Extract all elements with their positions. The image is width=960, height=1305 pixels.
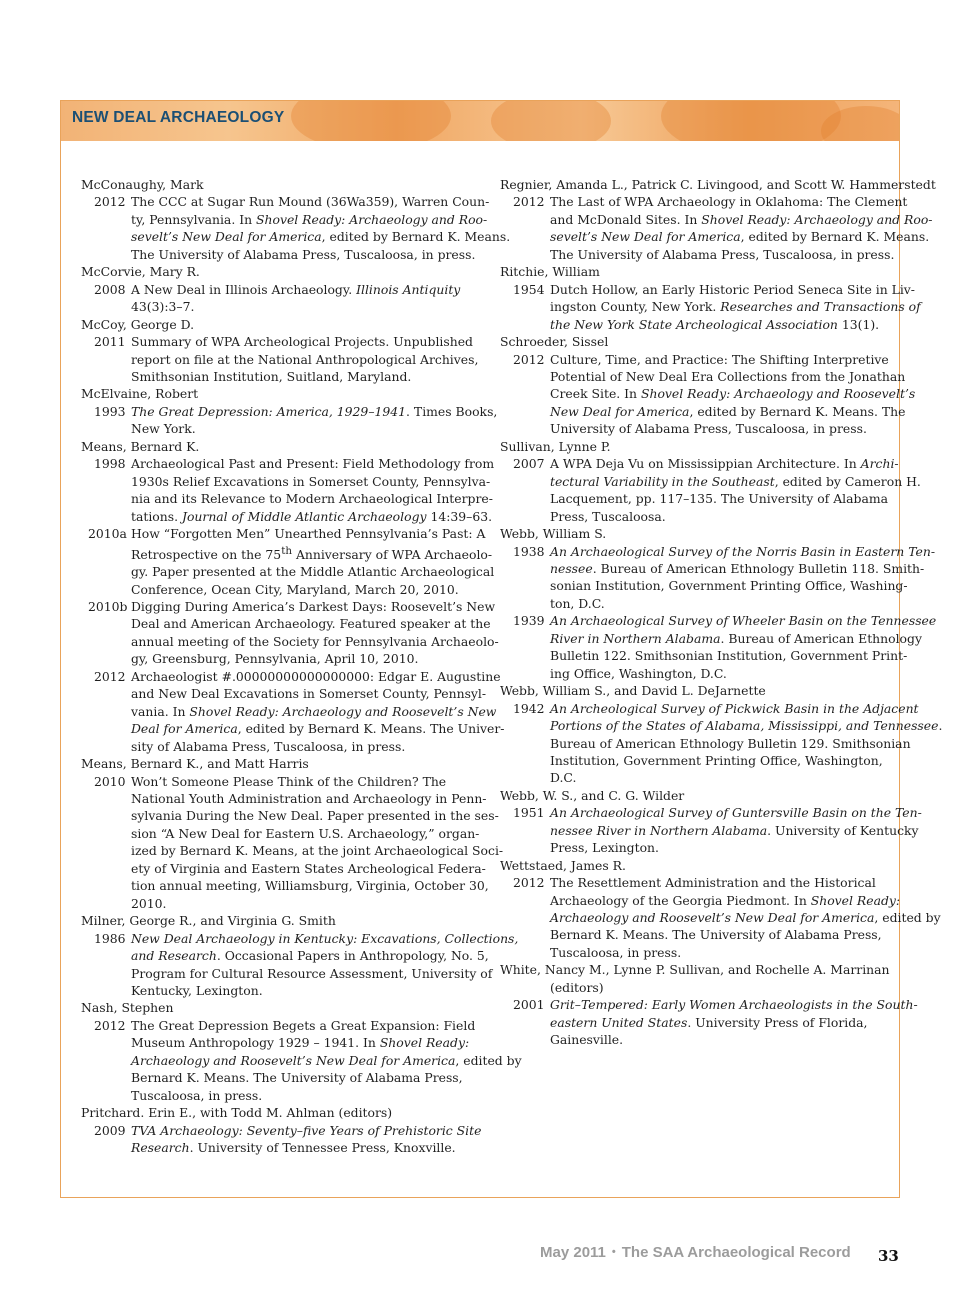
citation-line: gy, Greensburg, Pennsylvania, April 10, 2010. — [131, 651, 419, 667]
citation-line: Retrospective on the 75th Anniversary of WPA Archaeolo- — [131, 544, 493, 562]
citation-line: ton, D.C. — [550, 595, 605, 611]
citation-line: An Archaeological Survey of the Norris Basin in Eastern Ten- — [550, 543, 936, 559]
issue-date: May 2011 — [540, 1244, 606, 1261]
reference-author-continuation: (editors) — [550, 979, 604, 995]
citation-line: Press, Lexington. — [550, 840, 659, 856]
reference-citation — [131, 525, 494, 598]
citation-line: Archaeological Past and Present: Field Methodology from — [131, 456, 495, 472]
reference-citation — [131, 598, 499, 668]
citation-line: tations. Journal of Middle Atlantic Archaeology 14:39–63. — [131, 508, 493, 524]
reference-entry — [500, 543, 936, 613]
reference-citation — [550, 804, 922, 856]
reference-entry — [81, 1122, 482, 1157]
reference-author: Webb, William S. — [500, 526, 607, 542]
citation-line: Summary of WPA Archeological Projects. Unpublished — [131, 334, 473, 350]
reference-year: 1986 — [94, 930, 126, 946]
reference-author: Webb, William S., and David L. DeJarnette — [500, 683, 766, 699]
reference-citation — [550, 996, 918, 1048]
citation-line: gy. Paper presented at the Middle Atlantic Archaeological — [131, 564, 495, 580]
reference-year: 1951 — [513, 805, 545, 821]
reference-citation — [550, 193, 932, 263]
citation-line: Bernard K. Means. The University of Alabama Press, — [131, 1070, 463, 1086]
citation-line: The Resettlement Administration and the Historical — [550, 875, 876, 891]
reference-year: 2011 — [94, 334, 126, 350]
reference-year: 2007 — [513, 456, 545, 472]
citation-line: ty, Pennsylvania. In Shovel Ready: Archaeology and Roo- — [131, 211, 488, 227]
citation-line: nessee. Bureau of American Ethnology Bulletin 118. Smith- — [550, 560, 925, 576]
reference-entry — [500, 996, 918, 1048]
citation-line: the New York State Archeological Association 13(1). — [550, 316, 880, 332]
reference-year: 1939 — [513, 613, 545, 629]
reference-year: 2012 — [513, 875, 545, 891]
reference-entry — [81, 193, 511, 263]
citation-line: sion “A New Deal for Eastern U.S. Archaeology,” organ- — [131, 825, 480, 841]
citation-line: nia and its Relevance to Modern Archaeological Interpre- — [131, 491, 493, 507]
citation-line: 2010. — [131, 895, 167, 911]
citation-line: and Research. Occasional Papers in Anthropology, No. 5, — [131, 948, 489, 964]
citation-line: New Deal Archaeology in Kentucky: Excavations, Collections, — [131, 930, 519, 946]
citation-line: and McDonald Sites. In Shovel Ready: Archaeology and Roo- — [550, 211, 933, 227]
citation-line: Potential of New Deal Era Collections from the Jonathan — [550, 368, 906, 384]
citation-line: Conference, Ocean City, Maryland, March 20, 2010. — [131, 581, 459, 597]
citation-line: sevelt’s New Deal for America, edited by Bernard K. Means. — [131, 229, 511, 245]
reference-entry — [500, 612, 937, 682]
reference-entry — [81, 281, 465, 316]
reference-entry — [81, 525, 495, 598]
reference-citation — [550, 543, 935, 613]
citation-line: Press, Tuscaloosa. — [550, 508, 666, 524]
reference-year: 2009 — [94, 1122, 126, 1138]
journal-title: The SAA Archaeological Record — [621, 1244, 851, 1261]
citation-line: Grit–Tempered: Early Women Archaeologists in the South- — [550, 997, 918, 1013]
citation-line: sylvania During the New Deal. Paper presented in the ses- — [131, 808, 499, 824]
citation-line: National Youth Administration and Archaeology in Penn- — [131, 790, 487, 806]
reference-entry — [500, 281, 921, 333]
citation-line: Creek Site. In Shovel Ready: Archaeology and Roosevelt’s — [550, 386, 916, 402]
citation-line: nessee River in Northern Alabama. University of Kentucky — [550, 822, 919, 838]
reference-year: 1954 — [513, 281, 545, 297]
reference-author: Regnier, Amanda L., Patrick C. Livingood, and Scott W. Hammerstedt — [500, 177, 936, 192]
reference-citation — [550, 281, 921, 333]
citation-line: Institution, Government Printing Office, Washington, — [550, 752, 883, 768]
reference-year: 2012 — [94, 194, 126, 210]
citation-line: River in Northern Alabama. Bureau of American Ethnology — [550, 630, 922, 646]
reference-citation — [550, 455, 921, 525]
citation-line: 1930s Relief Excavations in Somerset County, Pennsylva- — [131, 473, 491, 489]
reference-entry — [81, 403, 498, 438]
reference-citation — [131, 1122, 481, 1157]
citation-line: eastern United States. University Press of Florida, — [550, 1014, 868, 1030]
citation-line: Gainesville. — [550, 1032, 624, 1048]
reference-entry — [81, 773, 504, 913]
citation-line: Museum Anthropology 1929 – 1941. In Shovel Ready: — [131, 1035, 470, 1051]
citation-line: 43(3):3–7. — [131, 299, 195, 315]
reference-entry — [500, 804, 922, 856]
reference-year: 2010b — [88, 599, 128, 614]
citation-line: Deal and American Archaeology. Featured speaker at the — [131, 616, 491, 632]
citation-line: Dutch Hollow, an Early Historic Period Seneca Site in Liv- — [550, 281, 915, 297]
citation-line: ingston County, New York. Researches and Transactions of — [550, 299, 921, 315]
reference-author: Schroeder, Sissel — [500, 334, 609, 350]
reference-entry — [81, 930, 519, 1000]
reference-entry — [81, 598, 499, 668]
citation-line: TVA Archaeology: Seventy–five Years of Prehistoric Site — [131, 1122, 482, 1138]
running-footer — [540, 1244, 851, 1261]
citation-line: An Archaeological Survey of Wheeler Basin on the Tennessee — [550, 613, 937, 629]
reference-citation — [131, 193, 510, 263]
citation-line: tectural Variability in the Southeast, edited by Cameron H. — [550, 473, 921, 489]
citation-line: The Last of WPA Archaeology in Oklahoma: The Clement — [550, 194, 908, 210]
citation-line: Archaeology and Roosevelt’s New Deal for America, edited by — [550, 910, 941, 926]
citation-line: sonian Institution, Government Printing Office, Washing- — [550, 578, 908, 594]
reference-citation — [131, 773, 503, 913]
citation-line: Bulletin 122. Smithsonian Institution, Government Print- — [550, 648, 908, 664]
reference-citation — [131, 455, 494, 525]
citation-line: Bernard K. Means. The University of Alabama Press, — [550, 927, 882, 943]
reference-author: White, Nancy M., Lynne P. Sullivan, and Rochelle A. Marrinan — [500, 962, 890, 978]
reference-citation — [550, 700, 942, 787]
citation-line: tion annual meeting, Williamsburg, Virginia, October 30, — [131, 878, 489, 894]
citation-line: The Great Depression: America, 1929–1941. Times Books, — [131, 403, 498, 419]
reference-author: Means, Bernard K., and Matt Harris — [81, 756, 309, 772]
citation-line: Tuscaloosa, in press. — [550, 944, 682, 960]
citation-line: and New Deal Excavations in Somerset County, Pennsyl- — [131, 686, 487, 702]
reference-author: Nash, Stephen — [81, 1000, 174, 1016]
citation-line: The University of Alabama Press, Tuscaloosa, in press. — [550, 246, 895, 262]
reference-citation — [131, 668, 505, 755]
reference-author: Ritchie, William — [500, 264, 600, 280]
citation-line: Deal for America, edited by Bernard K. Means. The Univer- — [131, 721, 505, 737]
reference-year: 1942 — [513, 700, 545, 716]
citation-line: The Great Depression Begets a Great Expansion: Field — [131, 1017, 476, 1033]
citation-line: The CCC at Sugar Run Mound (36Wa359), Warren Coun- — [131, 194, 490, 210]
reference-entry — [500, 700, 943, 787]
citation-line: ing Office, Washington, D.C. — [550, 665, 727, 681]
citation-line: New Deal for America, edited by Bernard K. Means. The — [550, 403, 906, 419]
citation-line: New York. — [131, 421, 196, 437]
reference-year: 1998 — [94, 456, 126, 472]
reference-citation — [131, 333, 478, 385]
reference-year: 1938 — [513, 543, 545, 559]
citation-line: vania. In Shovel Ready: Archaeology and Roosevelt’s New — [131, 703, 497, 719]
reference-year: 2001 — [513, 997, 545, 1013]
reference-year: 2012 — [513, 194, 545, 210]
citation-line: Bureau of American Ethnology Bulletin 129. Smithsonian — [550, 735, 911, 751]
citation-line: Tuscaloosa, in press. — [131, 1087, 263, 1103]
reference-year: 1993 — [94, 403, 126, 419]
citation-line: Archaeology and Roosevelt’s New Deal for America, edited by — [131, 1052, 522, 1068]
citation-line: annual meeting of the Society for Pennsylvania Archaeolo- — [131, 633, 499, 649]
footer-separator: • — [611, 1246, 616, 1258]
reference-citation — [550, 612, 936, 682]
reference-entry — [500, 193, 933, 263]
citation-line: Digging During America’s Darkest Days: Roosevelt’s New — [131, 599, 496, 614]
reference-author: Sullivan, Lynne P. — [500, 438, 611, 454]
reference-citation — [131, 281, 465, 316]
citation-line: Won’t Someone Please Think of the Children? The — [131, 773, 447, 789]
reference-entry — [500, 874, 941, 961]
reference-citation — [131, 403, 497, 438]
reference-author: Milner, George R., and Virginia G. Smith — [81, 913, 336, 929]
references-right-column — [500, 176, 943, 1049]
reference-entry — [500, 351, 916, 438]
reference-entry — [500, 455, 921, 525]
citation-line: Archaeologist #.00000000000000000: Edgar E. Augustine — [131, 668, 501, 684]
reference-author: Webb, W. S., and C. G. Wilder — [500, 787, 685, 803]
reference-entry — [81, 455, 495, 525]
citation-line: How “Forgotten Men” Unearthed Pennsylvania’s Past: A — [131, 526, 486, 542]
reference-entry — [81, 333, 479, 385]
reference-entry — [81, 668, 505, 755]
reference-author: Means, Bernard K. — [81, 438, 200, 454]
citation-line: ized by Bernard K. Means, at the joint Archaeological Soci- — [131, 843, 504, 859]
citation-line: An Archaeological Survey of Guntersville Basin on the Ten- — [550, 805, 922, 821]
citation-line: report on file at the National Anthropological Archives, — [131, 351, 479, 367]
reference-citation — [131, 930, 518, 1000]
citation-line: A WPA Deja Vu on Mississippian Architecture. In Archi- — [550, 456, 899, 472]
reference-citation — [550, 351, 915, 438]
citation-line: Research. University of Tennessee Press, Knoxville. — [131, 1140, 456, 1156]
reference-year: 2012 — [94, 1017, 126, 1033]
citation-line: Culture, Time, and Practice: The Shifting Interpretive — [550, 351, 889, 367]
page-number: 33 — [878, 1247, 899, 1265]
reference-author: McCorvie, Mary R. — [81, 264, 200, 280]
references-left-column — [81, 176, 522, 1157]
citation-line: University of Alabama Press, Tuscaloosa, in press. — [550, 421, 867, 437]
citation-line: D.C. — [550, 770, 577, 786]
citation-line: sity of Alabama Press, Tuscaloosa, in press. — [131, 738, 406, 754]
citation-line: Smithsonian Institution, Suitland, Maryland. — [131, 368, 412, 384]
reference-citation — [131, 1017, 522, 1104]
citation-line: ety of Virginia and Eastern States Archeological Federa- — [131, 860, 486, 876]
section-title: NEW DEAL ARCHAEOLOGY — [72, 109, 285, 126]
reference-year: 2008 — [94, 281, 126, 297]
reference-author: McCoy, George D. — [81, 316, 195, 332]
citation-line: Archaeology of the Georgia Piedmont. In Shovel Ready: — [550, 892, 901, 908]
citation-line: sevelt’s New Deal for America, edited by Bernard K. Means. — [550, 229, 930, 245]
citation-line: The University of Alabama Press, Tuscaloosa, in press. — [131, 246, 476, 262]
citation-line: Portions of the States of Alabama, Mississippi, and Tennessee. — [550, 718, 943, 734]
citation-line: A New Deal in Illinois Archaeology. Illinois Antiquity — [131, 281, 461, 297]
citation-line: Kentucky, Lexington. — [131, 982, 263, 998]
reference-author: Pritchard. Erin E., with Todd M. Ahlman (editors) — [81, 1105, 393, 1121]
citation-line: Program for Cultural Resource Assessment, University of — [131, 965, 493, 981]
reference-entry — [81, 1017, 522, 1104]
reference-author: Wettstaed, James R. — [500, 857, 626, 873]
reference-author: McConaughy, Mark — [81, 177, 204, 192]
reference-year: 2010 — [94, 773, 126, 789]
citation-line: Lacquement, pp. 117–135. The University of Alabama — [550, 491, 888, 507]
reference-citation — [550, 874, 941, 961]
reference-year: 2010a — [88, 526, 127, 542]
reference-year: 2012 — [94, 668, 126, 684]
reference-year: 2012 — [513, 351, 545, 367]
citation-line: An Archeological Survey of Pickwick Basin in the Adjacent — [550, 700, 919, 716]
section-banner — [61, 101, 899, 141]
reference-author: McElvaine, Robert — [81, 386, 199, 402]
